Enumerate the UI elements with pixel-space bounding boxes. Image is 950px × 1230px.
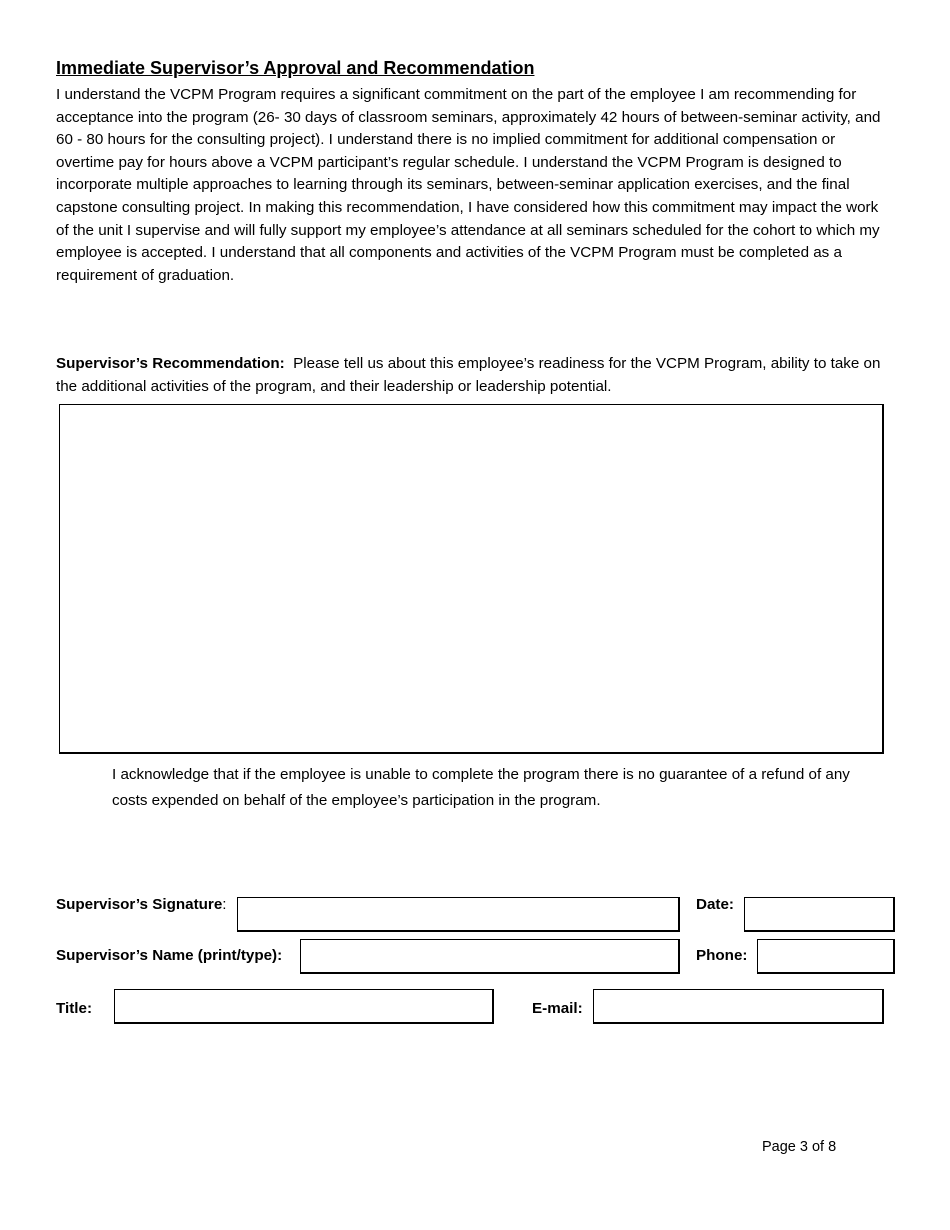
name-field[interactable] bbox=[300, 939, 680, 974]
date-label: Date: bbox=[696, 896, 734, 913]
recommendation-instructions bbox=[56, 353, 896, 398]
acknowledgement-text: I acknowledge that if the employee is unable to complete the program there is no guarantee of a refund of any costs expended on behalf of the employee’s participation in the program. bbox=[112, 766, 850, 809]
recommendation-textarea[interactable] bbox=[59, 404, 884, 754]
title-label: Title: bbox=[56, 1000, 93, 1017]
title-field[interactable] bbox=[114, 989, 494, 1024]
recommendation-label: Supervisor’s Recommendation: bbox=[56, 355, 285, 372]
signature-label-colon: : bbox=[222, 896, 227, 913]
signature-label bbox=[56, 896, 227, 913]
section-heading: Immediate Supervisor’s Approval and Recommendation bbox=[56, 58, 535, 78]
recommendation-prompt: Please tell us about this employee’s readiness for the VCPM Program, ability to take on the additional activities of the program, and their leadership or leadership potential. bbox=[56, 355, 881, 395]
signature-field[interactable] bbox=[237, 897, 680, 932]
email-field[interactable] bbox=[593, 989, 884, 1024]
page-number: Page 3 of 8 bbox=[762, 1139, 837, 1155]
email-label: E-mail: bbox=[532, 1000, 583, 1017]
intro-paragraph: I understand the VCPM Program requires a significant commitment on the part of the employee I am recommending for acceptance into the program (26- 30 days of classroom seminars, approximately 42 hours of between-seminar activity, and 60 - 80 hours for the consulting project). I understand there is no implied commitment for additional compensation or overtime pay for hours above a VCPM participant’s regular schedule. I understand the VCPM Program is designed to incorporate multiple approaches to learning through its seminars, between-seminar application exercises, and the final capstone consulting project. In making this recommendation, I have considered how this commitment may impact the work of the unit I supervise and will fully support my employee’s attendance at all seminars scheduled for the cohort to which my employee is accepted. I understand that all components and activities of the VCPM Program must be completed as a requirement of graduation. bbox=[56, 86, 881, 284]
name-label: Supervisor’s Name (print/type): bbox=[56, 947, 283, 964]
signature-label-text: Supervisor’s Signature bbox=[56, 896, 223, 913]
phone-field[interactable] bbox=[757, 939, 895, 974]
date-field[interactable] bbox=[744, 897, 895, 932]
phone-label: Phone: bbox=[696, 947, 748, 964]
